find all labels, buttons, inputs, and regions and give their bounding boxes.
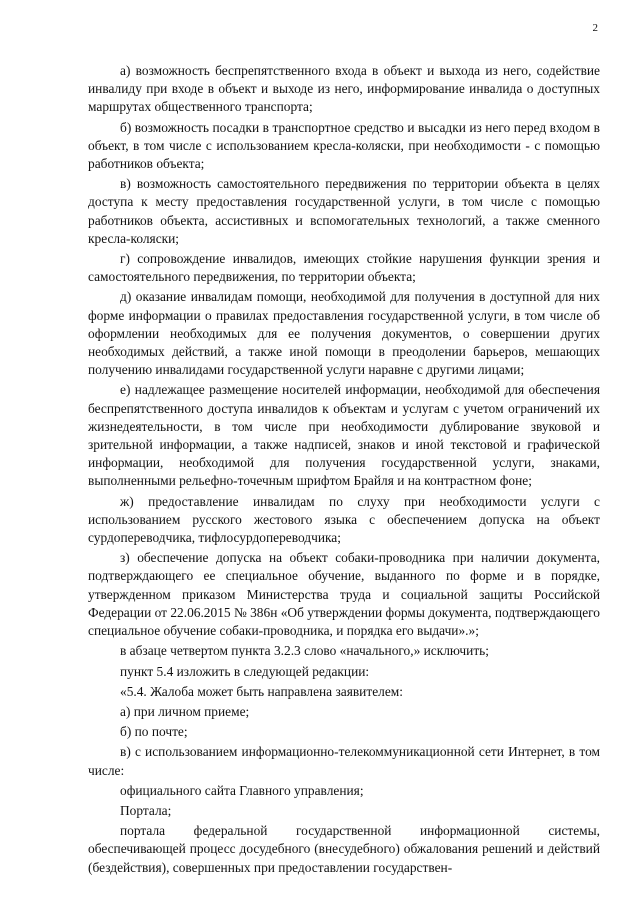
paragraph-amendment-3-2-3: в абзаце четвертом пункта 3.2.3 слово «начального,» исключить; <box>120 643 490 659</box>
paragraph-g-escort: г) сопровождение инвалидов, имеющих стойкие нарушения функции зрения и самостоятельного передвижения, по территории объекта; <box>88 251 600 285</box>
paragraph-a-entrance: а) возможность беспрепятственного входа в объект и выхода из него, содействие инвалиду при входе в объект и выходе из него, информирование инвалида о доступных маршрутах общественного транспорта; <box>88 63 600 115</box>
paragraph-official-site: официального сайта Главного управления; <box>120 782 364 798</box>
paragraph-federal-portal: портала федеральной государственной информационной системы, обеспечивающей процесс досудебного (внесудебного) обжалования решений и действий (бездействия), совершенных при предоставлении государствен- <box>88 823 600 875</box>
paragraph-zh-sign-language: ж) предоставление инвалидам по слуху при необходимости услуги с использованием русского жестового языка с обеспечением допуска на объект сурдопереводчика, тифлосурдопереводчика; <box>88 493 600 546</box>
paragraph-complaint-in-person: а) при личном приеме; <box>120 703 250 719</box>
document-body <box>88 62 600 879</box>
paragraph-amendment-5-4: пункт 5.4 изложить в следующей редакции: <box>120 663 370 679</box>
paragraph-complaint-intro: «5.4. Жалоба может быть направлена заявителем: <box>120 683 403 699</box>
paragraph-b-boarding: б) возможность посадки в транспортное средство и высадки из него перед входом в объект, в том числе с использованием кресла-коляски, при необходимости - с помощью работников объекта; <box>88 119 600 172</box>
paragraph-complaint-by-mail: б) по почте; <box>120 724 188 740</box>
paragraph-complaint-internet: в) с использованием информационно-телекоммуникационной сети Интернет, в том числе: <box>88 744 600 778</box>
paragraph-v-movement: в) возможность самостоятельного передвижения по территории объекта в целях доступа к месту предоставления государственной услуги, в том числе с помощью работников объекта, ассистивных и вспомогательных технологий, а также сменного кресла-коляски; <box>88 176 600 246</box>
paragraph-e-information-carriers: е) надлежащее размещение носителей информации, необходимой для обеспечения беспрепятственного доступа инвалидов к объектам и услугам с учетом ограничений их жизнедеятельности, в том числе при необходимости дублирование звуковой и зрительной информации, а также надписей, знаков и иной текстовой и графической информации, необходимой для получения государственной услуги, знаками, выполненными рельефно-точечным шрифтом Брайля и на контрастном фоне; <box>88 382 600 489</box>
paragraph-portal: Портала; <box>120 802 172 818</box>
page-number: 2 <box>592 22 598 34</box>
paragraph-d-assistance: д) оказание инвалидам помощи, необходимой для получения в доступной для них форме информации о правилах предоставления государственной услуги, в том числе об оформлении необходимых для ее получения документов, о совершении других необходимых действий, а также иной помощи в преодолении барьеров, мешающих получению инвалидами государственной услуги наравне с другими лицами; <box>88 289 600 378</box>
paragraph-z-guide-dog: з) обеспечение допуска на объект собаки-проводника при наличии документа, подтверждающего ее специальное обучение, выданного по форме и в порядке, утвержденном приказом Министерства труда и социальной защиты Российской Федерации от 22.06.2015 № 386н «Об утверждении формы документа, подтверждающего специальное обучение собаки-проводника, и порядка его выдачи».»; <box>88 550 600 639</box>
